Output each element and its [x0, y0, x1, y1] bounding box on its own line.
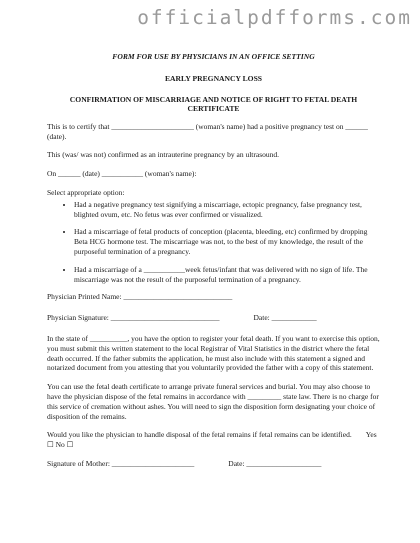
- state-registration-paragraph: In the state of __________, you have the option to register your fetal death. If you want to exercise this option, you must submit this written statement to the local Registrar of Vital Statistics in the district where the fetal death occurred. If the father submits the application, he must also include with this statement a signed and notarized document from you attesting that you voluntarily provided the father with a copy of this statement.: [47, 333, 380, 373]
- option-negative-test: • Had a negative pregnancy test signifying a miscarriage, ectopic pregnancy, false pregnancy test, blighted ovum, etc. No fetus was ever confirmed or visualized.: [74, 200, 380, 220]
- date-name-line: On ______ (date) ___________ (woman's name):: [47, 169, 197, 179]
- form-document: [47, 52, 380, 480]
- burial-disposition-paragraph: You can use the fetal death certificate to arrange private funeral services and burial. You may also choose to have the physician dispose of the fetal remains in accordance with _________ state law. There is no charge for this service of cremation without ashes. You will need to sign the disposition form designating your choice of disposition of the remains.: [47, 382, 379, 421]
- physician-date-line: Date: ____________: [253, 313, 317, 323]
- mother-signature-row: [47, 459, 380, 469]
- option-list: [47, 200, 380, 285]
- physician-printed-name-line: Physician Printed Name: _____________________________: [47, 292, 233, 302]
- yes-no-checkboxes[interactable]: Yes ☐ No ☐: [47, 430, 377, 450]
- site-watermark: officialpdfforms.com: [137, 6, 412, 29]
- physician-signature-row: [47, 313, 380, 323]
- disposal-question: [47, 430, 380, 450]
- option-fetal-products: • Had a miscarriage of fetal products of conception (placenta, bleeding, etc) confirmed by dropping Beta HCG hormone test. The miscarriage was not, to the best of my knowledge, the result of the purposeful termination of a pregnancy.: [74, 227, 380, 256]
- disposal-question-text: Would you like the physician to handle disposal of the fetal remains if fetal remains can be identified.: [47, 430, 352, 440]
- ultrasound-statement: This (was/ was not) confirmed as an intrauterine pregnancy by an ultrasound.: [47, 150, 280, 160]
- select-option-label: Select appropriate option:: [47, 187, 125, 197]
- option-fetus-delivered: • Had a miscarriage of a ___________week fetus/infant that was delivered with no sign of life. The miscarriage was not the result of the purposeful termination of a pregnancy.: [74, 265, 380, 285]
- mother-signature-line: Signature of Mother: ______________________: [47, 458, 195, 468]
- form-subtitle: CONFIRMATION OF MISCARRIAGE AND NOTICE OF RIGHT TO FETAL DEATH CERTIFICATE: [69, 94, 358, 114]
- form-title: EARLY PREGNANCY LOSS: [164, 73, 263, 83]
- form-usage-heading: FORM FOR USE BY PHYSICIANS IN AN OFFICE SETTING: [112, 52, 315, 61]
- physician-signature-line: Physician Signature: _____________________________: [47, 313, 220, 323]
- certify-statement: This is to certify that ______________________ (woman's name) had a positive pregnancy test on ______ (date).: [47, 121, 368, 141]
- mother-date-line: Date: ____________________: [228, 458, 322, 468]
